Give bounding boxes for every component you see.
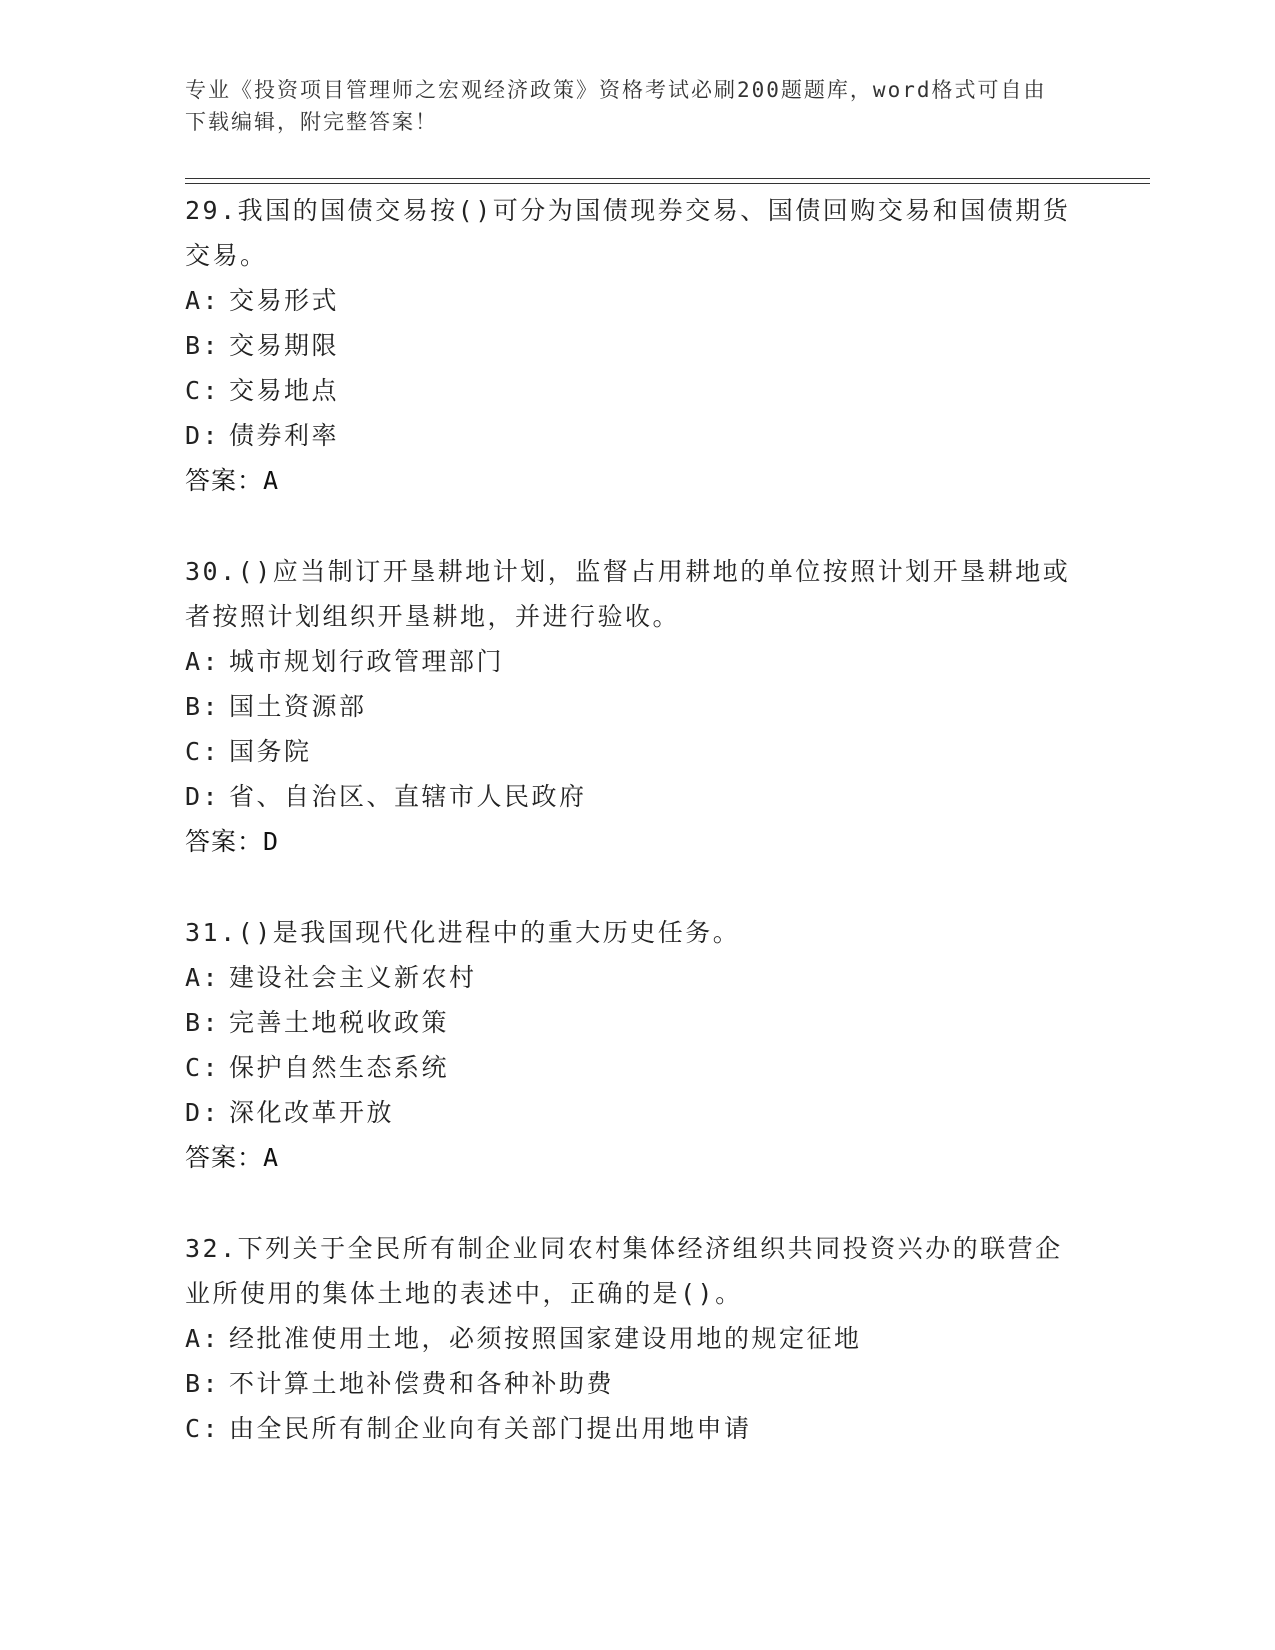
option-letter: C:	[185, 1414, 221, 1443]
header-divider-bottom	[185, 183, 1150, 184]
option-a	[185, 955, 1085, 1000]
option-d	[185, 1090, 1085, 1135]
option-letter: B:	[185, 331, 221, 360]
question-list	[185, 188, 1085, 1497]
option-text: 交易形式	[229, 286, 340, 315]
option-letter: C:	[185, 376, 221, 405]
option-text: 国务院	[229, 737, 312, 766]
option-d	[185, 413, 1085, 458]
option-letter: D:	[185, 782, 221, 811]
option-text: 不计算土地补偿费和各种补助费	[229, 1369, 615, 1398]
header-divider-top	[185, 178, 1150, 179]
option-letter: D:	[185, 1098, 221, 1127]
option-text: 国土资源部	[229, 692, 367, 721]
option-letter: B:	[185, 692, 221, 721]
option-a	[185, 278, 1085, 323]
option-d	[185, 774, 1085, 819]
option-c	[185, 1406, 1085, 1451]
option-a	[185, 1316, 1085, 1361]
option-letter: A:	[185, 1324, 221, 1353]
option-letter: C:	[185, 1053, 221, 1082]
option-b	[185, 684, 1085, 729]
option-letter: B:	[185, 1008, 221, 1037]
option-text: 城市规划行政管理部门	[229, 647, 505, 676]
question-30	[185, 549, 1085, 864]
option-letter: B:	[185, 1369, 221, 1398]
option-text: 经批准使用土地，必须按照国家建设用地的规定征地	[229, 1324, 862, 1353]
answer-line: 答案：D	[185, 827, 280, 856]
option-b	[185, 323, 1085, 368]
question-31	[185, 910, 1085, 1180]
option-text: 由全民所有制企业向有关部门提出用地申请	[229, 1414, 752, 1443]
question-stem: 32.下列关于全民所有制企业同农村集体经济组织共同投资兴办的联营企业所使用的集体土地的表述中，正确的是()。	[185, 1234, 1063, 1308]
document-header: 专业《投资项目管理师之宏观经济政策》资格考试必刷200题题库，word格式可自由下载编辑，附完整答案！	[185, 78, 1047, 134]
option-b	[185, 1000, 1085, 1045]
option-text: 交易期限	[229, 331, 340, 360]
question-stem: 30.()应当制订开垦耕地计划，监督占用耕地的单位按照计划开垦耕地或者按照计划组织开垦耕地，并进行验收。	[185, 557, 1071, 631]
option-letter: C:	[185, 737, 221, 766]
option-letter: A:	[185, 963, 221, 992]
option-text: 债券利率	[229, 421, 340, 450]
question-stem: 31.()是我国现代化进程中的重大历史任务。	[185, 918, 741, 947]
option-a	[185, 639, 1085, 684]
option-letter: A:	[185, 647, 221, 676]
option-c	[185, 1045, 1085, 1090]
option-letter: D:	[185, 421, 221, 450]
option-text: 保护自然生态系统	[229, 1053, 450, 1082]
question-32	[185, 1226, 1085, 1451]
answer-line: 答案：A	[185, 1143, 280, 1172]
answer-line: 答案：A	[185, 466, 280, 495]
option-text: 省、自治区、直辖市人民政府	[229, 782, 587, 811]
option-text: 完善土地税收政策	[229, 1008, 450, 1037]
option-text: 深化改革开放	[229, 1098, 395, 1127]
option-letter: A:	[185, 286, 221, 315]
option-b	[185, 1361, 1085, 1406]
question-stem: 29.我国的国债交易按()可分为国债现券交易、国债回购交易和国债期货交易。	[185, 196, 1071, 270]
question-29	[185, 188, 1085, 503]
option-c	[185, 729, 1085, 774]
option-text: 建设社会主义新农村	[229, 963, 477, 992]
option-text: 交易地点	[229, 376, 340, 405]
option-c	[185, 368, 1085, 413]
